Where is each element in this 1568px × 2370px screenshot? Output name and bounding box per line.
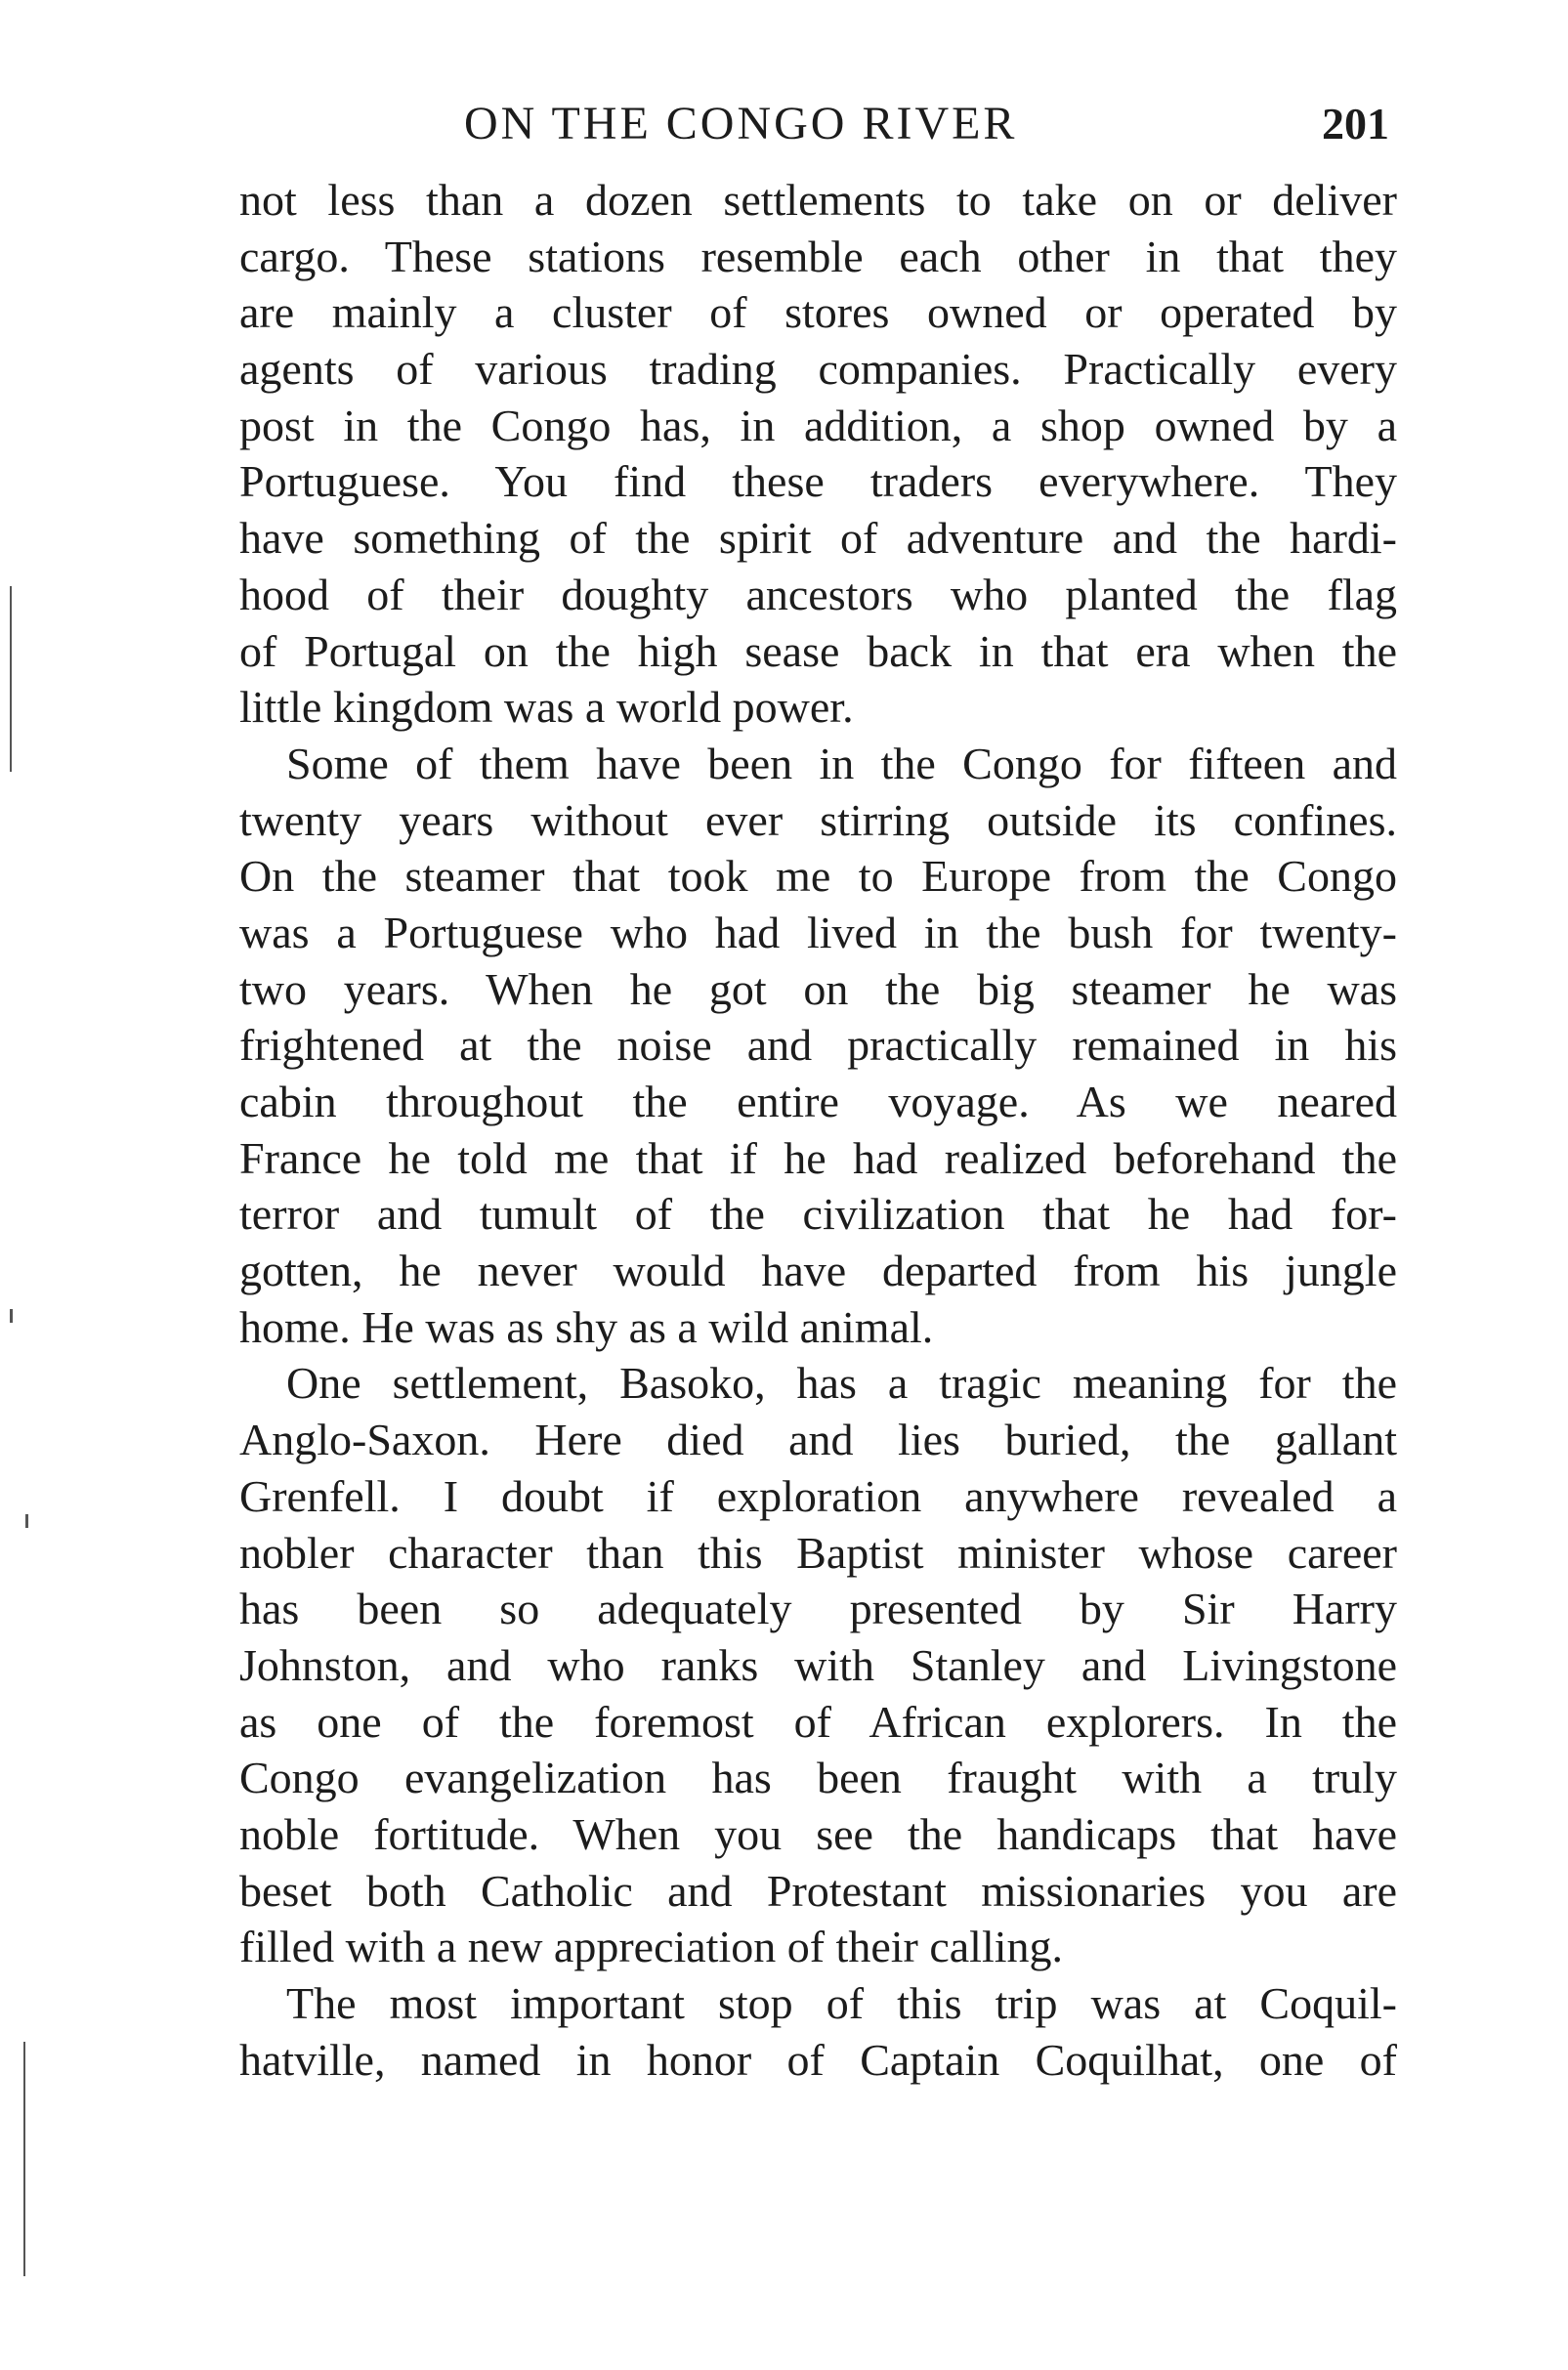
text-line: On the steamer that took me to Europe from the Congo	[239, 851, 1397, 902]
running-head	[239, 90, 1397, 158]
gutter-mark	[25, 1514, 28, 1528]
text-line: cargo. These stations resemble each other in that they	[239, 231, 1397, 281]
text-line: hatville, named in honor of Captain Coquilhat, one of	[239, 2034, 1397, 2085]
text-line: are mainly a cluster of stores owned or operated by	[239, 287, 1397, 338]
text-line: noble fortitude. When you see the handicaps that have	[239, 1808, 1397, 1859]
text-line: little kingdom was a world power.	[239, 682, 854, 733]
page-number: 201	[1322, 99, 1389, 148]
text-line: terror and tumult of the civilization that he had for-	[239, 1189, 1397, 1240]
text-line: Congo evangelization has been fraught with a truly	[239, 1753, 1397, 1803]
text-line: France he told me that if he had realized beforehand the	[239, 1132, 1397, 1183]
text-line: agents of various trading companies. Practically every	[239, 344, 1397, 395]
text-line: Johnston, and who ranks with Stanley and Livingstone	[239, 1639, 1397, 1690]
text-line: as one of the foremost of African explorers. In the	[239, 1696, 1397, 1747]
text-line: hood of their doughty ancestors who planted the flag	[239, 569, 1397, 619]
gutter-mark	[10, 586, 12, 772]
text-line: post in the Congo has, in addition, a shop owned by a	[239, 400, 1397, 450]
text-line: beset both Catholic and Protestant missionaries you are	[239, 1865, 1397, 1916]
text-line: nobler character than this Baptist minister whose career	[239, 1527, 1397, 1578]
text-line: home. He was as shy as a wild animal.	[239, 1301, 934, 1352]
text-line: Portuguese. You find these traders everywhere. They	[239, 456, 1397, 507]
text-line: One settlement, Basoko, has a tragic meaning for the	[286, 1358, 1397, 1409]
gutter-mark	[10, 1309, 13, 1323]
text-line: two years. When he got on the big steamer he was	[239, 963, 1397, 1014]
text-line: filled with a new appreciation of their calling.	[239, 1922, 1064, 1972]
text-line: Grenfell. I doubt if exploration anywhere revealed a	[239, 1470, 1397, 1521]
text-line: Anglo-Saxon. Here died and lies buried, the gallant	[239, 1415, 1397, 1465]
text-line: of Portugal on the high sease back in that era when the	[239, 625, 1397, 676]
body-text	[239, 172, 1397, 2088]
running-title: ON THE CONGO RIVER	[464, 98, 1018, 149]
text-line: Some of them have been in the Congo for fifteen and	[286, 738, 1397, 788]
gutter-mark	[23, 2042, 25, 2276]
text-line: has been so adequately presented by Sir Harry	[239, 1584, 1397, 1634]
text-line: was a Portuguese who had lived in the bush for twenty-	[239, 907, 1397, 957]
text-line: twenty years without ever stirring outside its confines.	[239, 794, 1397, 845]
text-line: cabin throughout the entire voyage. As we neared	[239, 1077, 1397, 1126]
text-line: have something of the spirit of adventure and the hardi-	[239, 513, 1397, 564]
text-line: frightened at the noise and practically remained in his	[239, 1020, 1397, 1071]
text-line: not less than a dozen settlements to take on or deliver	[239, 175, 1397, 225]
text-line: The most important stop of this trip was at Coquil-	[286, 1978, 1397, 2028]
text-line: gotten, he never would have departed from his jungle	[239, 1246, 1397, 1296]
